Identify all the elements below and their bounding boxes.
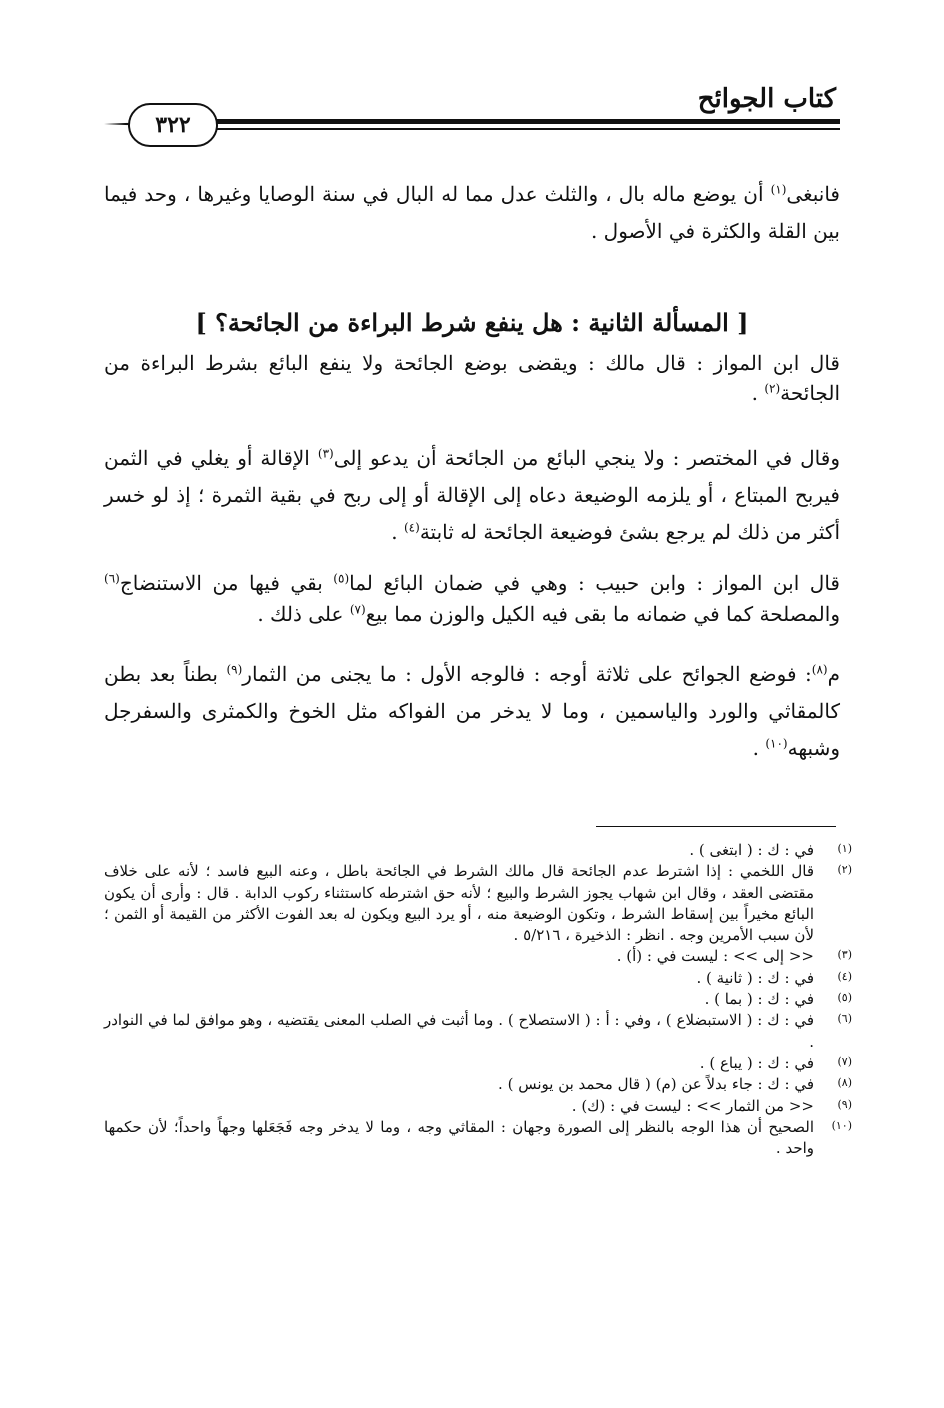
footnote-number: (٧) xyxy=(837,1054,852,1068)
footnote-number: (١٠) xyxy=(831,1118,852,1132)
footnote-number: (١) xyxy=(837,842,852,855)
paragraph-5 xyxy=(104,656,840,767)
footnote-text: << من الثمار >> : ليست في : (ك) . xyxy=(571,1096,814,1115)
paragraph-text: م xyxy=(827,662,840,686)
paragraph-text: الإقالة أو يغلي في الثمن فيربح المبتاع ، أو يلزمه الوضيعة دعاه إلى الإقالة أو إلى ربح في بقية الثمرة ؛ إذ لو خسر أكثر من ذلك لم يرجع بشئ فوضيعة الجائحة له ثابتة xyxy=(104,446,840,544)
footnote-text: في : ك : ( ابتغى ) . xyxy=(689,841,814,859)
footnote-ref: (٣) xyxy=(317,446,334,461)
paragraph-text: . xyxy=(752,736,766,760)
footnote-ref: (٦) xyxy=(104,571,120,586)
paragraph-text: قال ابن المواز : وابن حبيب : وهي في ضمان البائع لما xyxy=(349,571,840,595)
paragraph-3 xyxy=(104,440,840,551)
paragraph-4 xyxy=(104,568,840,630)
footnote-item xyxy=(104,861,852,946)
header-rule xyxy=(212,119,840,124)
footnote-number: (٨) xyxy=(837,1076,852,1090)
paragraph-text: والمصلحة كما في ضمانه ما بقى فيه الكيل والوزن مما بيع xyxy=(365,602,840,626)
footnote-item xyxy=(104,1117,852,1160)
running-header-title: كتاب الجوائح xyxy=(697,84,836,114)
footnote-text: في : ك : ( ثانية ) . xyxy=(696,968,814,987)
footnote-item xyxy=(104,968,852,989)
paragraph-text: فانبغى xyxy=(786,182,840,206)
footnote-text: في : ك : ( يباع ) . xyxy=(699,1053,814,1072)
paragraph-2 xyxy=(104,348,840,408)
paragraph-text: قال ابن المواز : قال مالك : ويقضى بوضع الجائحة ولا ينفع البائع بشرط البراءة من الجائحة xyxy=(104,351,840,405)
footnote-item xyxy=(104,1053,852,1074)
footnote-number: (٢) xyxy=(837,863,852,877)
paragraph-text: . xyxy=(391,520,404,544)
footnote-number: (٩) xyxy=(837,1097,852,1111)
footnote-text: الصحيح أن هذا الوجه بالنظر إلى الصورة وجهان : المقاثي وجه ، وما لا يدخر وجه فَجَعَلها وجهاً واحداً؛ لأن حكمها واحد . xyxy=(104,1117,814,1158)
footnote-number: (٣) xyxy=(837,948,852,962)
footnote-text: قال اللخمي : إذا اشترط عدم الجائحة قال مالك الشرط في الجائحة باطل ، وعنه البيع فاسد ؛ لأنه على خلاف مقتضى العقد ، وقال ابن شهاب يجوز الشرط والبيع ؛ لأنه حق اشترطه كاستثناء ركوب الدابة . قال : وأرى أن يكون البائع مخيراً بين إسقاط الشرط ، وتكون الوضيعة منه ، أو يرد البيع ويكون له بعد الفوت الأكثر من القيمة أو الثمن ؛ لأن سبب الأمرين وجه . انظر : الذخيرة ، ٥/٢١٦ . xyxy=(104,862,814,945)
footnote-ref: (٥) xyxy=(333,571,350,586)
paragraph-text: وقال في المختصر : ولا ينجي البائع من الجائحة أن يدعو إلى xyxy=(333,446,840,470)
footnote-item xyxy=(104,1096,852,1117)
footnote-number: (٤) xyxy=(837,969,852,983)
footnote-ref: (٤) xyxy=(403,520,420,535)
footnote-ref: (٧) xyxy=(349,602,366,617)
section-heading: [ المسألة الثانية : هل ينفع شرط البراءة من الجائحة؟ ] xyxy=(195,308,749,337)
page-number: ٣٢٢ xyxy=(128,103,218,147)
paragraph-1 xyxy=(104,176,840,250)
footnote-item xyxy=(104,840,852,861)
footnote-ref: (١) xyxy=(770,182,787,197)
paragraph-text: على ذلك . xyxy=(257,602,350,626)
footnote-text: في : ك : جاء بدلاً عن (م) ( قال محمد بن يونس ) . xyxy=(498,1075,814,1094)
paragraph-text: بقي فيها من الاستنضاج xyxy=(119,571,334,595)
footnote-ref: (٢) xyxy=(764,381,781,396)
footnote-ref: (١٠) xyxy=(765,736,788,751)
footnote-item xyxy=(104,1010,852,1053)
paragraph-text: : فوضع الجوائح على ثلاثة أوجه : فالوجه الأول : ما يجنى من الثمار xyxy=(242,662,812,686)
paragraph-text: . xyxy=(751,381,765,405)
footnote-ref: (٩) xyxy=(226,662,243,677)
footnote-item xyxy=(104,989,852,1010)
footnote-ref: (٨) xyxy=(811,662,828,677)
paragraph-text: بطناً بعد بطن كالمقاثي والورد والياسمين ، وما لا يدخر من الفواكه مثل الخوخ والكمثرى والسفرجل وشبهه xyxy=(104,662,840,760)
footnote-item xyxy=(104,946,852,967)
footnote-text: << إلى >> : ليست في : (أ) . xyxy=(616,947,814,966)
footnote-number: (٥) xyxy=(837,991,852,1005)
footnote-text: في : ك : ( الاستبضلاع ) ، وفي : أ : ( الاستصلاح ) . وما أثبت في الصلب المعنى يقتضيه ، وهو موافق لما في النوادر . xyxy=(104,1011,814,1051)
footnote-separator xyxy=(596,826,836,827)
footnotes xyxy=(104,840,852,1159)
footnote-text: في : ك : ( بما ) . xyxy=(704,990,814,1009)
header-rule-thin xyxy=(212,128,840,130)
paragraph-text: أن يوضع ماله بال ، والثلث عدل مما له البال في سنة الوصايا وغيرها ، وحد فيما بين القلة والكثرة في الأصول . xyxy=(104,182,840,243)
footnote-item xyxy=(104,1074,852,1095)
footnote-number: (٦) xyxy=(837,1012,852,1026)
